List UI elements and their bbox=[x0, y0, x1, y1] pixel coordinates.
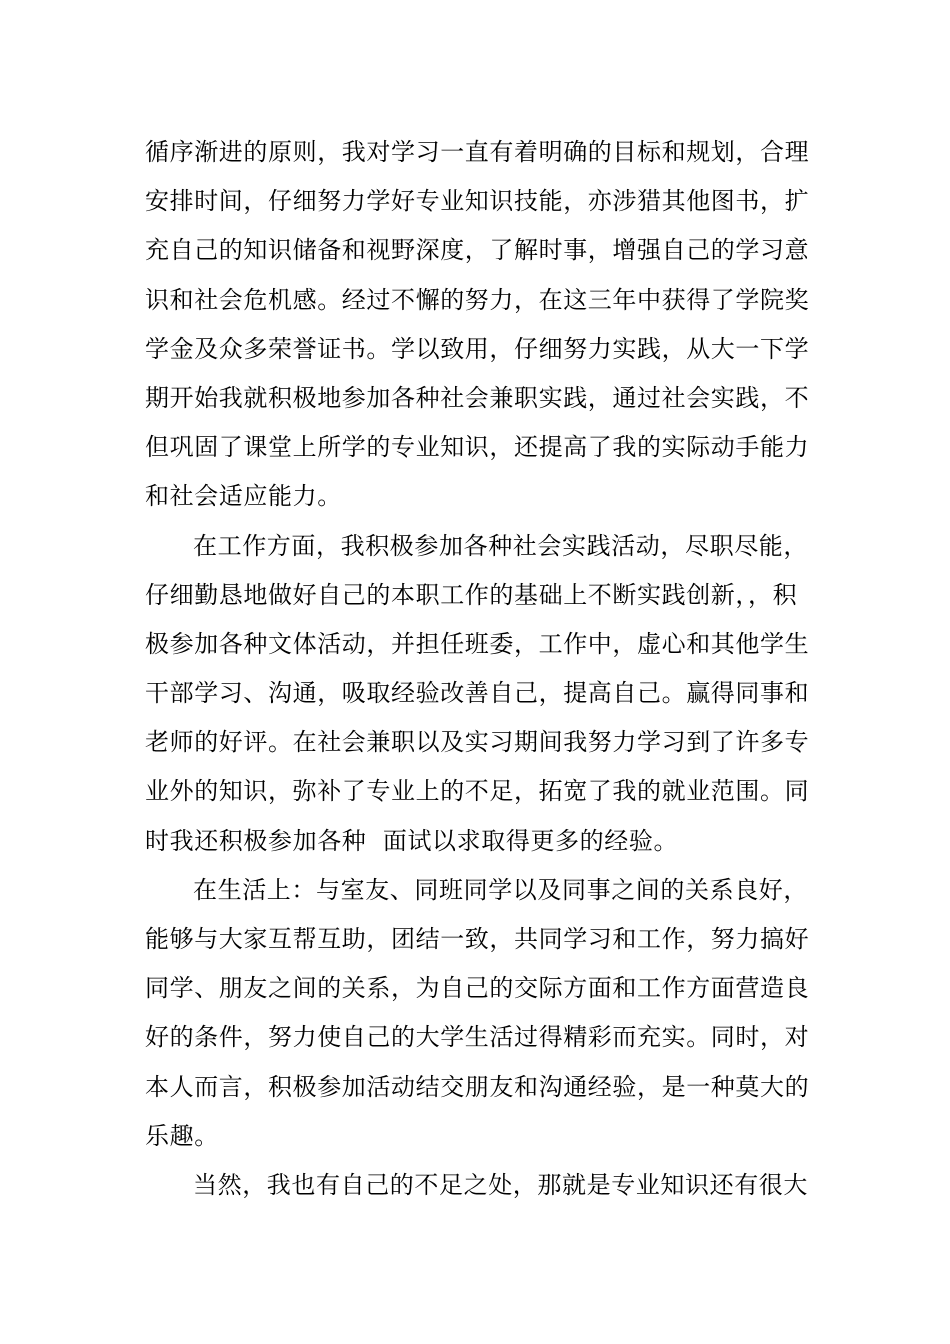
text-line: 和社会适应能力。 bbox=[145, 482, 342, 511]
text-line: 学金及众多荣誉证书。学以致用，仔细努力实践，从大一下学 bbox=[145, 334, 810, 363]
text-line: 老师的好评。在社会兼职以及实习期间我努力学习到了许多专 bbox=[145, 728, 810, 757]
text-line: 能够与大家互帮互助，团结一致，共同学习和工作，努力搞好 bbox=[145, 925, 810, 953]
text-line: 安排时间，仔细努力学好专业知识技能，亦涉猎其他图书，扩 bbox=[145, 187, 810, 216]
paragraph-study bbox=[145, 128, 810, 522]
paragraph-life bbox=[145, 866, 810, 1161]
text-line: 期开始我就积极地参加各种社会兼职实践，通过社会实践，不 bbox=[145, 383, 810, 412]
text-line: 仔细勤恳地做好自己的本职工作的基础上不断实践创新，，积 bbox=[145, 580, 798, 609]
text-line: 但巩固了课堂上所学的专业知识，还提高了我的实际动手能力 bbox=[145, 433, 810, 462]
document-body bbox=[145, 128, 810, 1210]
text-line: 充自己的知识储备和视野深度，了解时事，增强自己的学习意 bbox=[145, 236, 810, 265]
text-line: 干部学习、沟通，吸取经验改善自己，提高自己。赢得同事和 bbox=[145, 679, 810, 708]
text-line: 当然，我也有自己的不足之处，那就是专业知识还有很大 bbox=[193, 1170, 808, 1199]
paragraph-work bbox=[145, 522, 810, 866]
text-line: 识和社会危机感。经过不懈的努力，在这三年中获得了学院奖 bbox=[145, 285, 810, 314]
text-line: 本人而言，积极参加活动结交朋友和沟通经验，是一种莫大的 bbox=[145, 1072, 810, 1101]
text-line: 循序渐进的原则，我对学习一直有着明确的目标和规划，合理 bbox=[145, 138, 810, 166]
text-line: 业外的知识，弥补了专业上的不足，拓宽了我的就业范围。同 bbox=[145, 777, 810, 806]
text-line: 乐趣。 bbox=[145, 1121, 219, 1150]
text-line: 在工作方面，我积极参加各种社会实践活动，尽职尽能， bbox=[193, 531, 808, 560]
text-line: 在生活上：与室友、同班同学以及同事之间的关系良好， bbox=[193, 875, 808, 904]
text-line: 同学、朋友之间的关系，为自己的交际方面和工作方面营造良 bbox=[145, 974, 810, 1003]
paragraph-shortcomings bbox=[145, 1161, 807, 1210]
text-line: 好的条件，努力使自己的大学生活过得精彩而充实。同时，对 bbox=[145, 1023, 810, 1052]
text-line: 时我还积极参加各种 面试以求取得更多的经验。 bbox=[145, 826, 679, 855]
text-line: 极参加各种文体活动，并担任班委，工作中，虚心和其他学生 bbox=[145, 629, 810, 658]
